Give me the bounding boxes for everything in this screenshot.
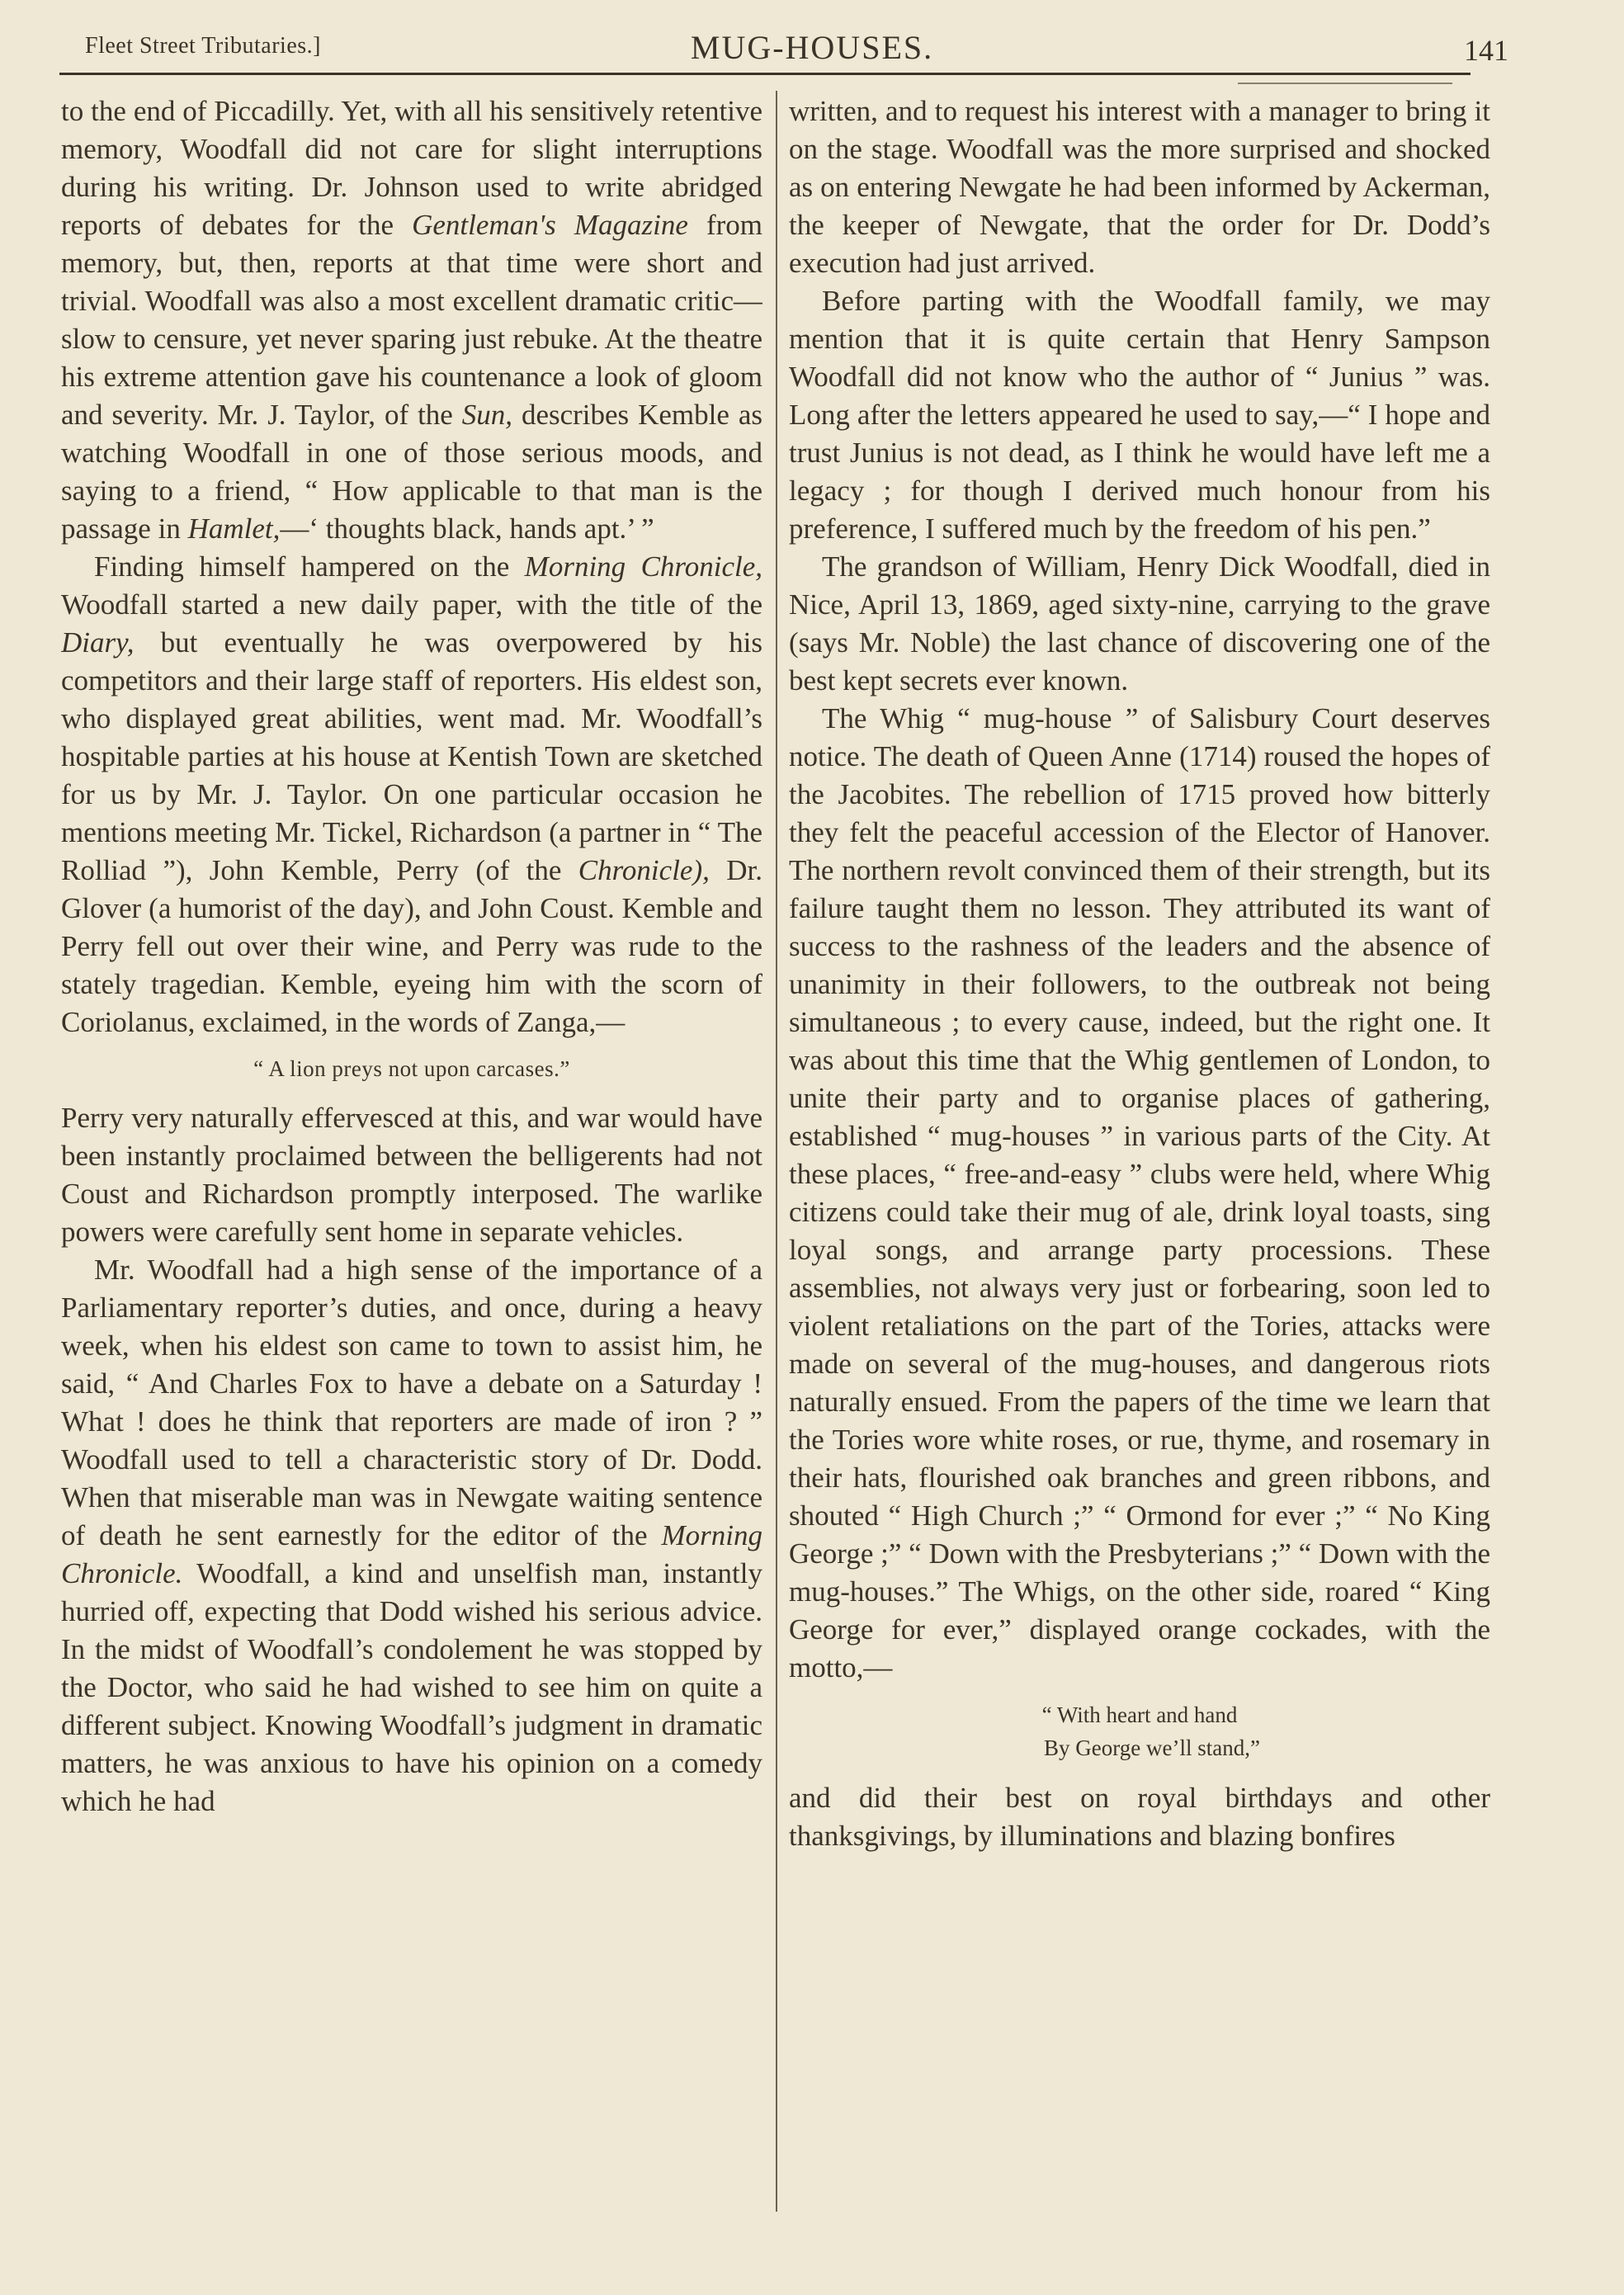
paragraph: The grandson of William, Henry Dick Woodfall, died in Nice, April 13, 1869, aged sixty-nine, carrying to the grave (says Mr. Noble) the last chance of discovering one of the best kept secrets ever known. [789, 550, 1490, 697]
paragraph: Finding himself hampered on the Morning Chronicle, Woodfall started a new daily paper, with the title of the Diary, but eventually he was overpowered by his competitors and their large staff of reporters. His eldest son, who displayed great abilities, went mad. Mr. Woodfall’s hospitable parties at his house at Kentish Town are sketched for us by Mr. J. Taylor. On one particular occasion he mentions meeting Mr. Tickel, Richardson (a partner in “ The Rolliad ”), John Kemble, Perry (of the Chronicle), Dr. Glover (a humorist of the day), and John Coust. Kemble and Perry fell out over their wine, and Perry was rude to the stately tragedian. Kemble, eyeing him with the scorn of Coriolanus, exclaimed, in the words of Zanga,— [61, 550, 762, 1038]
paragraph: Perry very naturally effervesced at this, and war would have been instantly proclaimed between the belligerents had not Coust and Richardson promptly interposed. The warlike powers were carefully sent home in separate vehicles. [61, 1102, 762, 1248]
right-column [789, 92, 1490, 2189]
block-quote: “ A lion preys not upon carcases.” [253, 1056, 570, 1081]
paragraph: and did their best on royal birthdays and other thanksgivings, by illuminations and blazing bonfires [789, 1782, 1490, 1852]
paragraph: Before parting with the Woodfall family, we may mention that it is quite certain that Henry Sampson Woodfall did not know who the author of “ Junius ” was. Long after the letters appeared he used to say,—“ I hope and trust Junius is not dead, as I think he would have left me a legacy ; for though I derived much honour from his preference, I suffered much by the freedom of his pen.” [789, 285, 1490, 545]
quote-line: “ With heart and hand [1041, 1702, 1238, 1727]
column-divider [776, 91, 777, 2212]
left-column [61, 92, 762, 2189]
page-title: MUG-HOUSES. [690, 29, 934, 66]
paragraph: Mr. Woodfall had a high sense of the importance of a Parliamentary reporter’s duties, and once, during a heavy week, when his eldest son came to town to assist him, he said, “ And Charles Fox to have a debate on a Saturday ! What ! does he think that reporters are made of iron ? ” Woodfall used to tell a characteristic story of Dr. Dodd. When that miserable man was in Newgate waiting sentence of death he sent earnestly for the editor of the Morning Chronicle. Woodfall, a kind and unselfish man, instantly hurried off, expecting that Dodd wished his serious advice. In the midst of Woodfall’s condolement he was stopped by the Doctor, who said he had wished to see him on quite a different subject. Knowing Woodfall’s judgment in dramatic matters, he was anxious to have his opinion on a comedy which he had [61, 1254, 762, 1817]
paragraph: The Whig “ mug-house ” of Salisbury Court deserves notice. The death of Queen Anne (1714) roused the hopes of the Jacobites. The rebellion of 1715 proved how bitterly they felt the peaceful accession of the Elector of Hanover. The northern revolt convinced them of their strength, but its failure taught them no lesson. They attributed its want of success to the rashness of the leaders and the absence of unanimity in their followers, to the outbreak not being simultaneous ; to every cause, indeed, but the right one. It was about this time that the Whig gentlemen of London, to unite their party and to organise places of gathering, established “ mug-houses ” in various parts of the City. At these places, “ free-and-easy ” clubs were held, where Whig citizens could take their mug of ale, drink loyal toasts, sing loyal songs, and arrange party processions. These assemblies, not always very just or forbearing, soon led to violent retaliations on the part of the Tories, attacks were made on several of the mug-houses, and dangerous riots naturally ensued. From the papers of the time we learn that the Tories wore white roses, or rue, thyme, and rosemary in their hats, flourished oak branches and green ribbons, and shouted “ High Church ;” “ Ormond for ever ;” “ No King George ;” “ Down with the Presbyterians ;” “ Down with the mug-houses.” The Whigs, on the other side, roared “ King George for ever,” displayed orange cockades, with the motto,— [789, 702, 1490, 1683]
paragraph: to the end of Piccadilly. Yet, with all his sensitively retentive memory, Woodfall did not care for slight interruptions during his writing. Dr. Johnson used to write abridged reports of debates for the Gentleman's Magazine from memory, but, then, reports at that time were short and trivial. Woodfall was also a most excellent dramatic critic—slow to censure, yet never sparing just rebuke. At the theatre his extreme attention gave his countenance a look of gloom and severity. Mr. J. Taylor, of the Sun, describes Kemble as watching Woodfall in one of those serious moods, and saying to a friend, “ How applicable to that man is the passage in Hamlet,—‘ thoughts black, hands apt.’ ” [61, 95, 762, 545]
block-quote [789, 1698, 1490, 1764]
paragraph: written, and to request his interest with a manager to bring it on the stage. Woodfall was the more surprised and shocked as on entering Newgate he had been informed by Ackerman, the keeper of Newgate, that the order for Dr. Dodd’s execution had just arrived. [789, 95, 1490, 279]
column-head-rule [1238, 83, 1452, 84]
running-head-section: Fleet Street Tributaries.] [85, 33, 321, 59]
page-header [0, 0, 1624, 83]
header-rule [59, 73, 1471, 75]
quote-line: By George we’ll stand,” [1044, 1735, 1260, 1760]
page-number: 141 [1464, 34, 1508, 67]
